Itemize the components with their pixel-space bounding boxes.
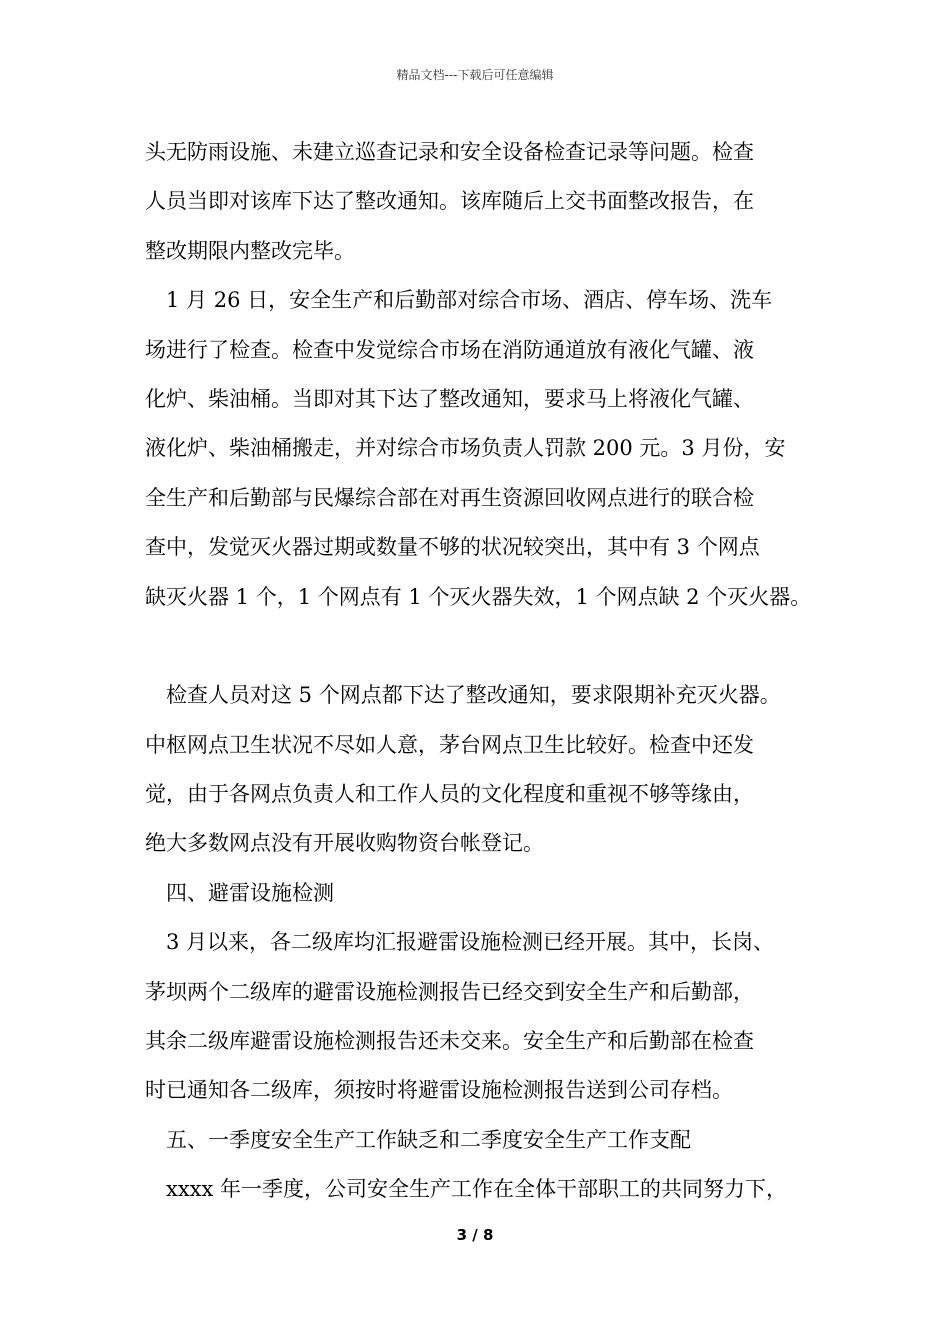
- text-line: 时已通知各二级库，须按时将避雷设施检测报告送到公司存档。: [145, 1078, 733, 1103]
- text-line: 1 月 26 日，安全生产和后勤部对综合市场、酒店、停车场、洗车: [166, 288, 773, 313]
- paragraph-gap: [145, 622, 825, 671]
- text-line: 检查人员对这 5 个网点都下达了整改通知，要求限期补充灭火器。: [166, 683, 781, 708]
- text-line: 人员当即对该库下达了整改通知。该库随后上交书面整改报告，在: [145, 189, 754, 214]
- text-line: 中枢网点卫生状况不尽如人意，茅台网点卫生比较好。检查中还发: [145, 732, 754, 757]
- text-line: 查中，发觉灭火器过期或数量不够的状况较突出，其中有 3 个网点: [145, 535, 760, 560]
- page-number: 3 / 8: [456, 1226, 494, 1244]
- text-line: 场进行了检查。检查中发觉综合市场在消防通道放有液化气罐、液: [145, 337, 754, 362]
- text-line: 觉，由于各网点负责人和工作人员的文化程度和重视不够等缘由，: [145, 782, 754, 807]
- text-line: 整改期限内整改完毕。: [145, 238, 355, 263]
- text-line: 绝大多数网点没有开展收购物资台帐登记。: [145, 831, 544, 856]
- text-line: xxxx 年一季度，公司安全生产工作在全体干部职工的共同努力下，: [166, 1177, 788, 1202]
- section-heading: 五、一季度安全生产工作缺乏和二季度安全生产工作支配: [166, 1127, 691, 1152]
- text-line: 全生产和后勤部与民爆综合部在对再生资源回收网点进行的联合检: [145, 485, 754, 510]
- page-header: 精品文档---下载后可任意编辑: [396, 68, 554, 82]
- document-body: [145, 128, 825, 1215]
- section-heading: 四、避雷设施检测: [166, 880, 334, 905]
- text-line: 液化炉、柴油桶搬走，并对综合市场负责人罚款 200 元。3 月份，安: [145, 436, 786, 461]
- text-line: 缺灭火器 1 个，1 个网点有 1 个灭火器失效，1 个网点缺 2 个灭火器。: [145, 584, 812, 609]
- text-line: 化炉、柴油桶。当即对其下达了整改通知，要求马上将液化气罐、: [145, 386, 754, 411]
- text-line: 头无防雨设施、未建立巡查记录和安全设备检查记录等问题。检查: [145, 140, 754, 164]
- text-line: 3 月以来，各二级库均汇报避雷设施检测已经开展。其中，长岗、: [166, 930, 775, 955]
- text-line: 其余二级库避雷设施检测报告还未交来。安全生产和后勤部在检查: [145, 1029, 754, 1054]
- text-line: 茅坝两个二级库的避雷设施检测报告已经交到安全生产和后勤部，: [145, 979, 754, 1004]
